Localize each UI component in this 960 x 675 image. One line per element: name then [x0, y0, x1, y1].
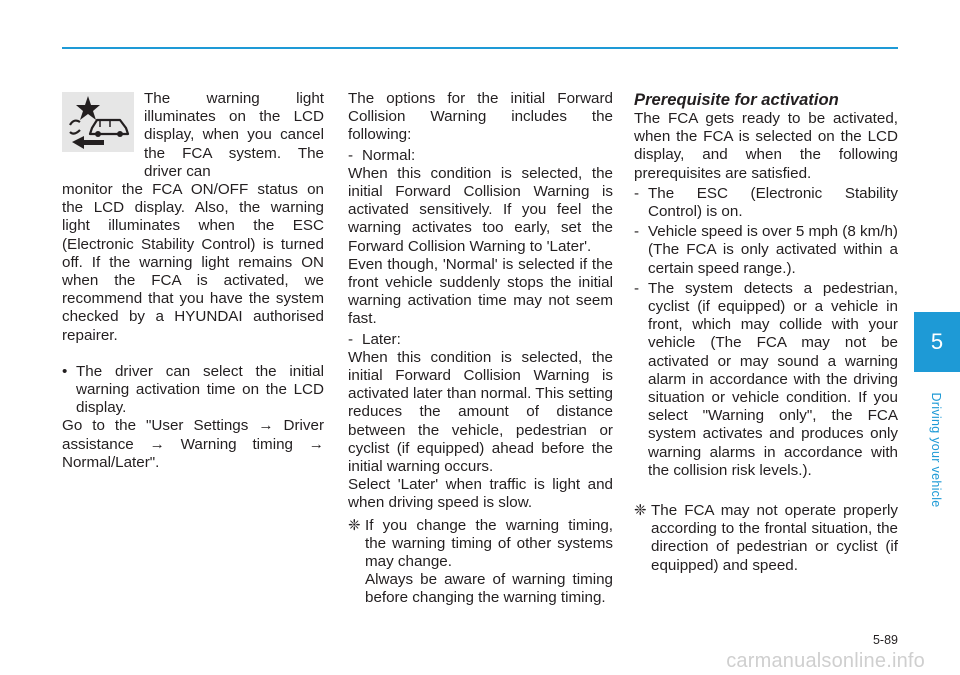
bullet-sub-text: Go to the "User Settings → Driver assistance → Warning timing → Normal/Later".: [62, 417, 324, 471]
later-paragraph-2: Select 'Later' when traffic is light and when driving speed is slow.: [348, 476, 613, 512]
section-heading: Prerequisite for activation: [634, 90, 839, 109]
column-right: [634, 90, 898, 575]
later-paragraph-1: When this condition is selected, the initial Forward Collision Warning is activated later than normal. This setting reduces the amount of distance between the vehicle, pedestrian or cyclist (if equipped) ahead before the initial warning occurs.: [348, 348, 613, 476]
prerequisite-item: The system detects a pedestrian, cyclist (if equipped) or a vehicle in front, which may collide with your vehicle (The FCA may not be activated or may sound a warning alarm in accordance with the driving situation or vehicle condition. If you select "Warning only", the FCA system activates and produces only warning alarms in accordance with the collision risk levels.).: [648, 279, 898, 479]
spacer: [634, 480, 898, 498]
note-paragraph-1: If you change the warning timing, the warning timing of other systems may change.: [365, 516, 613, 571]
list-item-later: [348, 331, 613, 349]
options-intro: The options for the initial Forward Collision Warning includes the following:: [348, 90, 613, 144]
warning-block: [62, 90, 324, 181]
watermark: carmanualsonline.info: [726, 650, 925, 672]
dash-mark: -: [634, 184, 640, 202]
bullet-mark: •: [62, 362, 68, 380]
list-item: [634, 280, 898, 480]
column-middle: [348, 90, 613, 608]
fca-warning-light-icon: [62, 92, 134, 152]
dash-mark: -: [634, 279, 640, 297]
warning-text-rest: monitor the FCA ON/OFF status on the LCD display. Also, the warning light illuminates when the ESC (Electronic Stability Control) is turned off. If the warning light remains ON when the FCA is activated, we recommend that you have the system checked by a HYUNDAI authorised repairer.: [62, 181, 324, 344]
note-mark: ❈: [634, 502, 647, 520]
note: [634, 502, 898, 575]
dash-mark: -: [634, 223, 640, 241]
list-item: [634, 223, 898, 278]
column-left: [62, 90, 324, 472]
note-paragraph-2: Always be aware of warning timing before changing the warning timing.: [365, 571, 613, 607]
note-text: The FCA may not operate properly according to the frontal situation, the direction of pedestrian or cyclist (if equipped) and speed.: [651, 502, 898, 574]
normal-paragraph-2: Even though, 'Normal' is selected if the front vehicle suddenly stops the initial warning activation time may not seem fast.: [348, 255, 613, 328]
note: [348, 517, 613, 572]
prerequisite-item: The ESC (Electronic Stability Control) is on.: [648, 184, 898, 221]
list-item: [62, 363, 324, 418]
chapter-side-label: [929, 392, 943, 508]
page-number: 5-89: [872, 633, 898, 647]
note-mark: ❈: [348, 516, 361, 534]
warning-text-lead: The warning light illuminates on the LCD display, when you cancel the FCA system. The driver can: [144, 90, 324, 180]
list-item: [634, 185, 898, 221]
prerequisite-intro: The FCA gets ready to be activated, when the FCA is selected on the LCD display, and when the following prerequisites are satisfied.: [634, 110, 898, 182]
bullet-text: The driver can select the initial warning activation time on the LCD display.: [76, 362, 324, 417]
later-label: Later:: [362, 330, 401, 348]
header-rule: [62, 47, 898, 49]
chapter-title: Driving your vehicle: [929, 392, 943, 508]
list-item-normal: [348, 147, 613, 165]
chapter-tab[interactable]: 5: [914, 312, 960, 372]
dash-mark: -: [348, 146, 354, 164]
normal-paragraph-1: When this condition is selected, the initial Forward Collision Warning is activated sensitively. If you feel the warning activates too early, set the Forward Collision Warning to 'Later'.: [348, 164, 613, 255]
dash-mark: -: [348, 330, 354, 348]
prerequisite-item: Vehicle speed is over 5 mph (8 km/h) (The FCA is only activated within a certain speed range.).: [648, 223, 898, 277]
normal-label: Normal:: [362, 146, 416, 164]
